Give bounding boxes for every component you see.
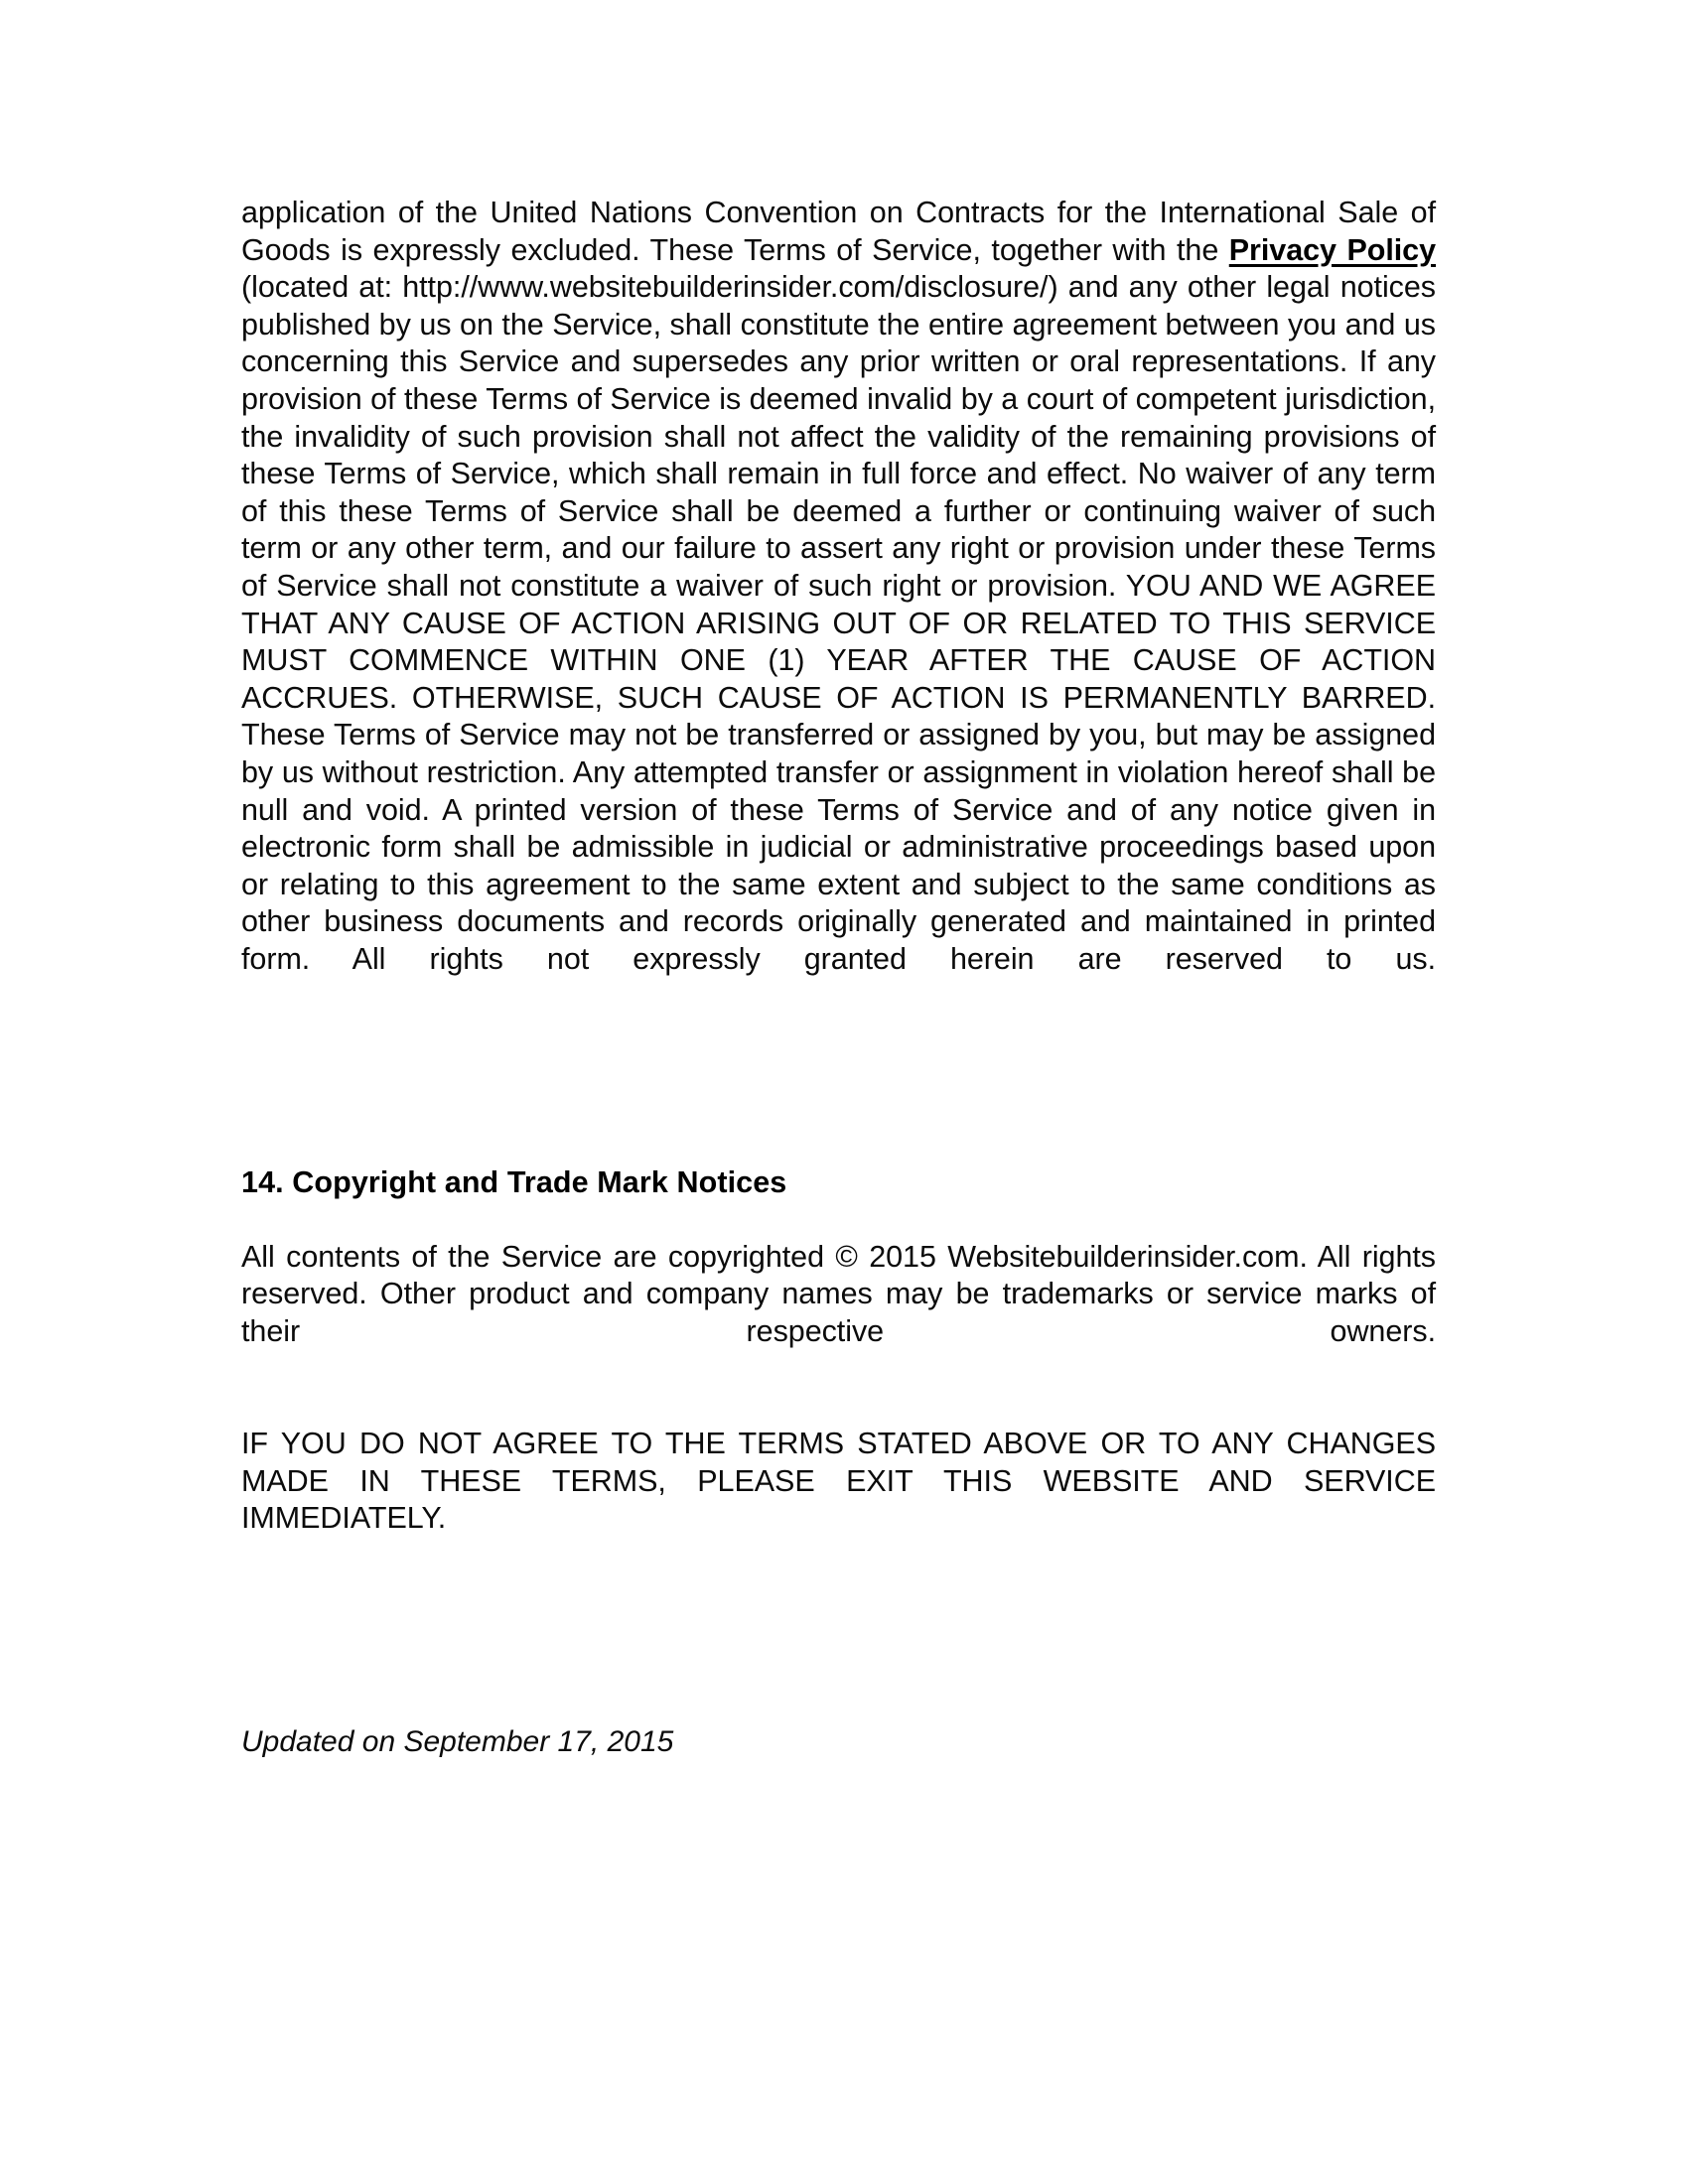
paragraph-governing-law-continued	[241, 195, 1436, 1016]
paragraph-text-after-link: (located at: http://www.websitebuilderinsider.com/disclosure/) and any other legal notices published by us on the Service, shall constitute the entire agreement between you and us concerning this Service and supersedes any prior written or oral representations. If any provision of these Terms of Service is deemed invalid by a court of competent jurisdiction, the invalidity of such provision shall not affect the validity of the remaining provisions of these Terms of Service, which shall remain in full force and effect. No waiver of any term of this these Terms of Service shall be deemed a further or continuing waiver of such term or any other term, and our failure to assert any right or provision under these Terms of Service shall not constitute a waiver of such right or provision. YOU AND WE AGREE THAT ANY CAUSE OF ACTION ARISING OUT OF OR RELATED TO THIS SERVICE MUST COMMENCE WITHIN ONE (1) YEAR AFTER THE CAUSE OF ACTION ACCRUES. OTHERWISE, SUCH CAUSE OF ACTION IS PERMANENTLY BARRED. These Terms of Service may not be transferred or assigned by you, but may be assigned by us without restriction. Any attempted transfer or assignment in violation hereof shall be null and void. A printed version of these Terms of Service and of any notice given in electronic form shall be admissible in judicial or administrative proceedings based upon or relating to this agreement to the same extent and subject to the same conditions as other business documents and records originally generated and maintained in printed form. All rights not expressly granted herein are reserved to us.	[241, 270, 1436, 976]
paragraph-text-before-link: application of the United Nations Convention on Contracts for the International Sale of Goods is expressly excluded. These Terms of Service, together with the	[241, 196, 1436, 267]
paragraph-spacer-2	[241, 1388, 1436, 1426]
updated-on-date: Updated on September 17, 2015	[241, 1725, 674, 1759]
section-heading-14-copyright-and-trade-mark-notices: 14. Copyright and Trade Mark Notices	[241, 1165, 787, 1200]
heading-spacer	[241, 1202, 1436, 1239]
paragraph-spacer-3	[241, 1574, 1436, 1723]
paragraph-copyright-notice: All contents of the Service are copyrighted © 2015 Websitebuilderinsider.com. All rights reserved. Other product and company names may be trademarks or service marks of their respective owners.	[241, 1239, 1436, 1348]
paragraph-exit-notice: IF YOU DO NOT AGREE TO THE TERMS STATED ABOVE OR TO ANY CHANGES MADE IN THESE TERMS, PLEASE EXIT THIS WEBSITE AND SERVICE IMMEDIATELY.	[241, 1427, 1436, 1536]
document-content	[241, 195, 1436, 1761]
privacy-policy-link[interactable]: Privacy Policy	[1228, 232, 1436, 267]
paragraph-spacer-1	[241, 1016, 1436, 1164]
